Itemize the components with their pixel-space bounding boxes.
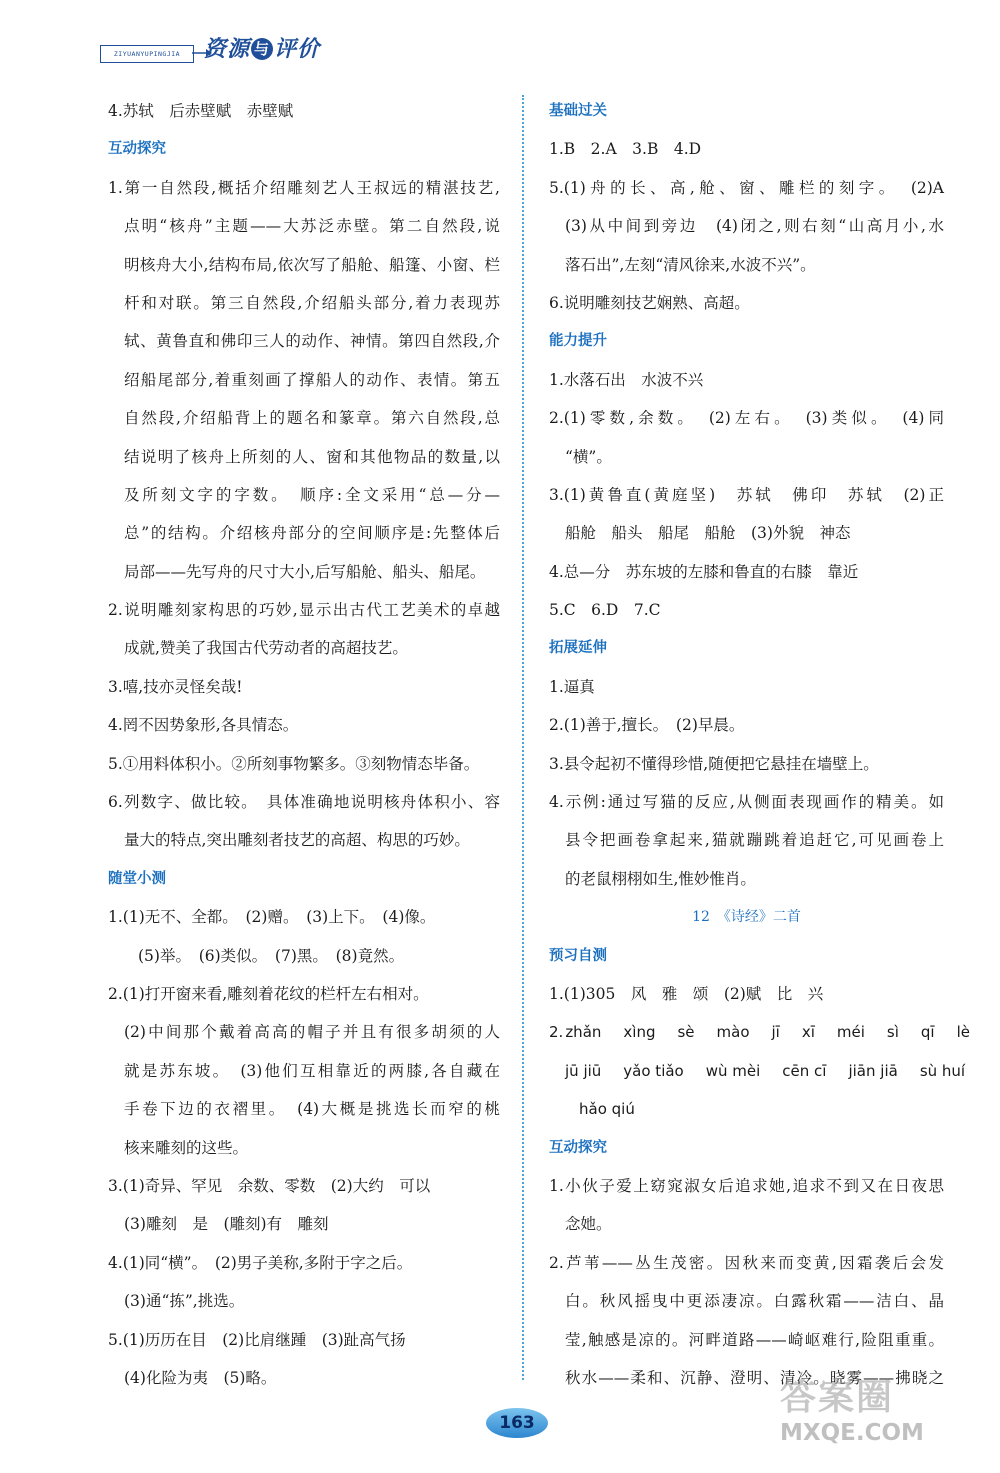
- text-line: (2)中间那个戴着高高的帽子并且有很多胡须的人: [124, 1023, 500, 1042]
- text-line: 2.说明雕刻家构思的巧妙,显示出古代工艺美术的卓越: [108, 601, 500, 620]
- page-header: [100, 30, 460, 80]
- pinyin-line: 2. zhǎn xìng sè mào jī xī méi sì qī lè: [549, 1023, 971, 1042]
- text-line: 局部——先写舟的尺寸大小,后写船舱、船头、船尾。: [124, 562, 486, 581]
- text-line: 1.水落石出 水波不兴: [549, 370, 704, 389]
- text-line: 4.示例:通过写猫的反应,从侧面表现画作的精美。如: [549, 793, 944, 812]
- brand-title: 资源 与 评价: [204, 37, 321, 62]
- text-line: 4.罔不因势象形,各具情态。: [108, 716, 299, 735]
- section-heading: 基础过关: [549, 103, 607, 119]
- right-column: [549, 92, 971, 1397]
- text-line: 4.总—分 苏东坡的左膝和鲁直的右膝 靠近: [549, 562, 859, 581]
- text-line: 1.第一自然段,概括介绍雕刻艺人王叔远的精湛技艺,: [108, 178, 500, 197]
- text-line: 总”的结构。介绍核舟部分的空间顺序是:先整体后: [124, 524, 500, 543]
- text-line: 1.小伙子爱上窈窕淑女后追求她,追求不到又在日夜思: [549, 1176, 944, 1195]
- text-line: 2.(1)打开窗来看,雕刻着花纹的栏杆左右相对。: [108, 984, 429, 1003]
- text-line: 结说明了核舟上所刻的人、窗和其他物品的数量,以: [124, 447, 500, 466]
- text-line: 2.芦苇——丛生茂密。因秋来而变黄,因霜袭后会发: [549, 1253, 944, 1272]
- text-line: 就是苏东坡。 (3)他们互相靠近的两膝,各自藏在: [124, 1061, 500, 1080]
- text-line: 点明“核舟”主题——大苏泛赤壁。第二自然段,说: [124, 217, 500, 236]
- text-line: “横”。: [565, 447, 612, 466]
- text-line: 核来雕刻的这些。: [124, 1138, 249, 1157]
- text-line: 量大的特点,突出雕刻者技艺的高超、构思的巧妙。: [124, 831, 470, 850]
- section-heading: 互动探究: [549, 1139, 607, 1156]
- text-line: 莹,触感是凉的。河畔道路——崎岖难行,险阻重重。: [565, 1330, 944, 1349]
- text-line: 2.(1)善于,擅长。 (2)早晨。: [549, 716, 745, 735]
- text-line: 绍船尾部分,着重刻画了撑船人的动作、表情。第五: [124, 370, 500, 389]
- left-column: [108, 92, 500, 1397]
- pinyin-line: hǎo qiú: [579, 1100, 635, 1119]
- text-line: 3.县令起初不懂得珍惜,随便把它悬挂在墙壁上。: [549, 754, 879, 773]
- text-line: 念她。: [565, 1215, 612, 1234]
- text-line: 白。秋风摇曳中更添凄凉。白露秋霜——洁白、晶: [565, 1292, 944, 1311]
- section-heading: 互动探究: [108, 141, 166, 158]
- column-divider: [522, 95, 524, 1380]
- page-number: 163: [486, 1408, 548, 1438]
- text-line: 5.①用料体积小。②所刻事物繁多。③刻物情态毕备。: [108, 754, 480, 773]
- text-line: 1.(1)305 风 雅 颂 (2)赋 比 兴: [549, 984, 824, 1003]
- text-line: 成就,赞美了我国古代劳动者的高超技艺。: [124, 639, 408, 658]
- section-heading: 预习自测: [549, 947, 607, 964]
- logo-pinyin: ZIYUANYUPINGJIA: [100, 45, 194, 63]
- text-line: 及所刻文字的字数。 顺序:全文采用“总—分—: [124, 485, 500, 504]
- text-line: 4.苏轼 后赤壁赋 赤壁赋: [108, 102, 294, 120]
- section-heading: 拓展延伸: [549, 640, 607, 657]
- text-line: 3.嘻,技亦灵怪矣哉!: [108, 677, 243, 696]
- text-line: 县令把画卷拿起来,猫就蹦跳着追赶它,可见画卷上: [565, 831, 944, 850]
- section-heading: 能力提升: [549, 333, 607, 350]
- text-line: 5.C 6.D 7.C: [549, 601, 661, 620]
- text-line: 5.(1)舟的长、高,舱、窗、雕栏的刻字。 (2)A: [549, 178, 944, 197]
- text-line: 明核舟大小,结构布局,依次写了船舱、船篷、小窗、栏: [124, 255, 500, 274]
- watermark: [780, 1378, 975, 1456]
- text-line: 杆和对联。第三自然段,介绍船头部分,着力表现苏: [124, 293, 500, 312]
- text-line: 2.(1)零数,余数。 (2)左右。 (3)类似。 (4)同: [549, 409, 944, 428]
- text-line: (4)化险为夷 (5)略。: [124, 1368, 277, 1387]
- text-line: 6.说明雕刻技艺娴熟、高超。: [549, 293, 750, 312]
- watermark-url: MXQE.COM: [780, 1420, 924, 1446]
- text-line: 1.逼真: [549, 677, 595, 696]
- text-line: 落石出”,左刻“清风徐来,水波不兴”。: [565, 255, 816, 274]
- watermark-logo: 答案圈: [780, 1377, 895, 1418]
- text-line: 4.(1)同“横”。 (2)男子美称,多附于字之后。: [108, 1253, 413, 1272]
- text-line: (5)举。 (6)类似。 (7)黑。 (8)竟然。: [138, 946, 405, 965]
- text-line: (3)雕刻 是 (雕刻)有 雕刻: [124, 1215, 329, 1234]
- text-line: 1.B 2.A 3.B 4.D: [549, 140, 702, 159]
- text-line: 自然段,介绍船背上的题名和篆章。第六自然段,总: [124, 409, 500, 428]
- text-line: 6.列数字、做比较。 具体准确地说明核舟体积小、容: [108, 793, 500, 812]
- text-line: 3.(1)奇异、罕见 余数、零数 (2)大约 可以: [108, 1176, 431, 1195]
- text-line: (3)从中间到旁边 (4)闭之,则右刻“山高月小,水: [565, 217, 944, 236]
- text-line: 3.(1)黄鲁直(黄庭坚) 苏轼 佛印 苏轼 (2)正: [549, 485, 944, 504]
- text-line: 秋水——柔和、沉静、澄明、清冷。晓雾——拂晓之: [565, 1368, 944, 1387]
- text-line: 5.(1)历历在目 (2)比肩继踵 (3)趾高气扬: [108, 1330, 406, 1349]
- text-line: 的老鼠栩栩如生,惟妙惟肖。: [565, 869, 756, 888]
- text-line: 轼、黄鲁直和佛印三人的动作、神情。第四自然段,介: [124, 332, 500, 351]
- lesson-title: 12 《诗经》二首: [692, 909, 801, 926]
- text-line: 船舱 船头 船尾 船舱 (3)外貌 神态: [565, 524, 851, 543]
- text-line: 1.(1)无不、全都。 (2)赠。 (3)上下。 (4)像。: [108, 908, 436, 927]
- pinyin-line: jū jiū yǎo tiǎo wù mèi cēn cī jiān jiā sù huí: [565, 1061, 966, 1080]
- section-heading: 随堂小测: [108, 870, 166, 887]
- text-line: (3)通“拣”,挑选。: [124, 1292, 245, 1311]
- text-line: 手卷下边的衣褶里。 (4)大概是挑选长而窄的桃: [124, 1100, 500, 1119]
